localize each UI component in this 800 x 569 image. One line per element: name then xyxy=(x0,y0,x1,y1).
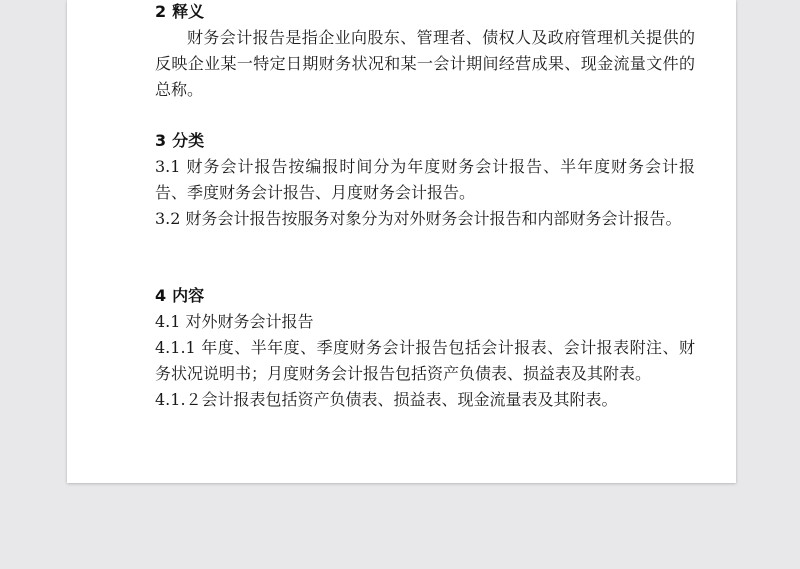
section-heading xyxy=(155,0,695,25)
paragraph: 财务会计报告是指企业向股东、管理者、债权人及政府管理机关提供的反映企业某一特定日期财务状况和某一会计期间经营成果、现金流量文件的总称。 xyxy=(155,28,695,99)
paragraph: 3.1 财务会计报告按编报时间分为年度财务会计报告、半年度财务会计报告、季度财务会计报告、月度财务会计报告。 xyxy=(155,157,695,202)
section-heading xyxy=(155,128,695,154)
paragraph: 4.1.２会计报表包括资产负债表、损益表、现金流量表及其附表。 xyxy=(155,390,618,409)
paragraph: 4.1.1 年度、半年度、季度财务会计报告包括会计报表、会计报表附注、财务状况说明书；月度财务会计报告包括资产负债表、损益表及其附表。 xyxy=(155,338,695,383)
section-number: 4 xyxy=(155,286,167,305)
section-heading xyxy=(155,283,695,309)
section-number: 2 xyxy=(155,2,167,21)
section-title: 分类 xyxy=(172,131,205,150)
paragraph: 4.1 对外财务会计报告 xyxy=(155,312,314,331)
section-title: 释义 xyxy=(172,2,205,21)
section-definition xyxy=(155,0,695,103)
paragraph: 3.2 财务会计报告按服务对象分为对外财务会计报告和内部财务会计报告。 xyxy=(155,209,682,228)
section-content xyxy=(155,283,695,413)
section-classification xyxy=(155,128,695,232)
document-page xyxy=(67,0,736,483)
section-number: 3 xyxy=(155,131,167,150)
section-title: 内容 xyxy=(172,286,205,305)
